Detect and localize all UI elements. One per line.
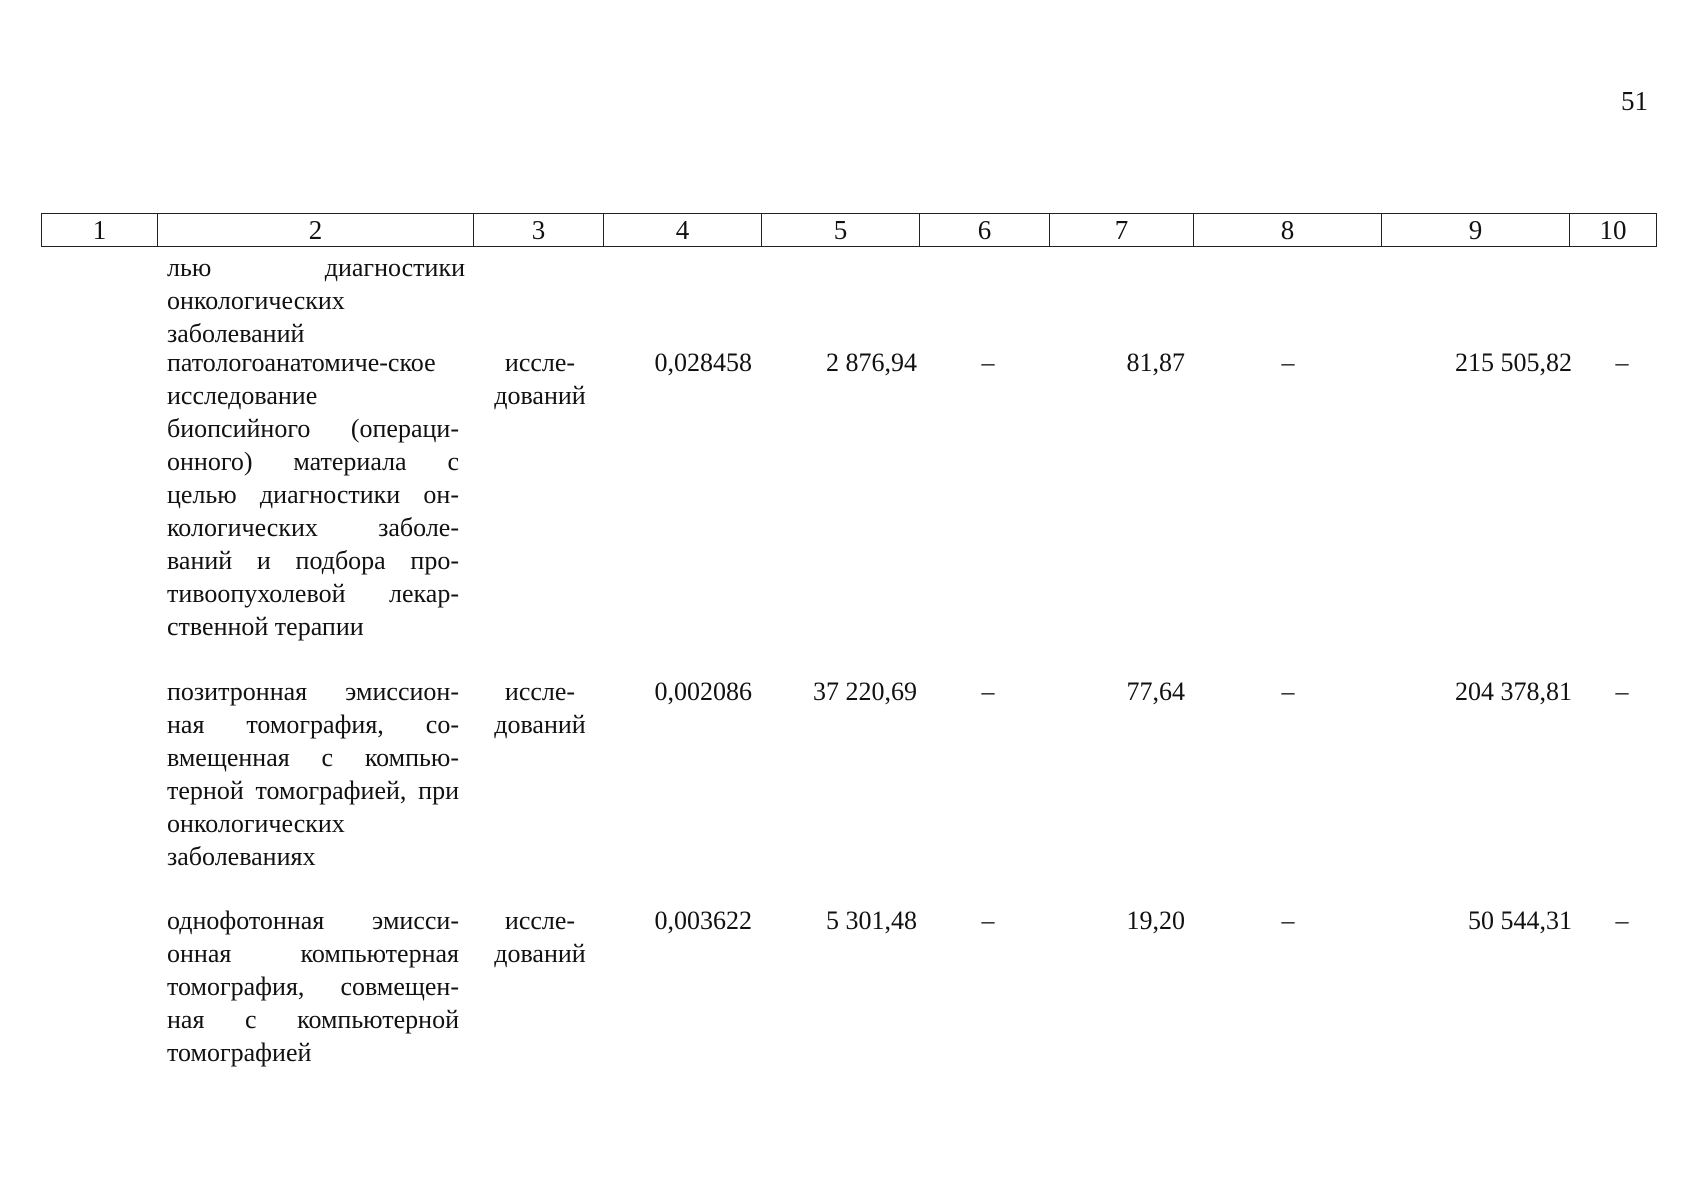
- row-col-5: 37 220,69: [813, 677, 917, 706]
- row-description: позитронная эмиссион-ная томография, со-вмещенная с компью-терной томографией, при онкологических заболеваниях: [167, 677, 459, 871]
- header-col-5: 5: [762, 214, 920, 247]
- row-col-7: 81,87: [1126, 348, 1185, 377]
- header-col-4: 4: [604, 214, 762, 247]
- header-col-9: 9: [1382, 214, 1570, 247]
- row-col-7: 19,20: [1126, 906, 1185, 935]
- row-col-6: –: [981, 677, 995, 706]
- row-col-10: –: [1615, 677, 1629, 706]
- row-col-10: –: [1615, 906, 1629, 935]
- header-col-1: 1: [42, 214, 158, 247]
- header-col-10: 10: [1570, 214, 1657, 247]
- row-unit: иссле-дований: [494, 348, 586, 410]
- page-number: 51: [1621, 86, 1648, 116]
- row-col-5: 2 876,94: [826, 348, 917, 377]
- header-col-3: 3: [474, 214, 604, 247]
- row-description: патологоанатомиче-ское исследование биопсийного (операци-онного) материала с целью диагностики он-кологических заболе-ваний и подбора про-тивоопухолевой лекар-ственной терапии: [167, 348, 459, 641]
- row-col-10: –: [1615, 348, 1629, 377]
- row-col-6: –: [981, 906, 995, 935]
- row-description: однофотонная эмисси-онная компьютерная томография, совмещен-ная с компьютерной томографией: [167, 906, 459, 1067]
- row-col-8: –: [1281, 677, 1295, 706]
- row-unit: иссле-дований: [494, 677, 586, 739]
- row-col-8: –: [1281, 906, 1295, 935]
- row-col-4: 0,028458: [654, 348, 752, 377]
- header-col-7: 7: [1050, 214, 1194, 247]
- row-col-6: –: [981, 348, 995, 377]
- row-col-4: 0,003622: [654, 906, 752, 935]
- row-col-5: 5 301,48: [826, 906, 917, 935]
- row-unit: иссле-дований: [494, 906, 586, 968]
- row-col-9: 50 544,31: [1468, 906, 1572, 935]
- continued-description: лью диагностики онкологических заболеваний: [167, 253, 465, 348]
- column-number-header: [41, 213, 1657, 247]
- row-col-7: 77,64: [1126, 677, 1185, 706]
- header-col-2: 2: [158, 214, 474, 247]
- row-col-8: –: [1281, 348, 1295, 377]
- row-col-9: 215 505,82: [1455, 348, 1572, 377]
- row-col-9: 204 378,81: [1455, 677, 1572, 706]
- header-col-6: 6: [920, 214, 1050, 247]
- row-col-4: 0,002086: [654, 677, 752, 706]
- header-col-8: 8: [1194, 214, 1382, 247]
